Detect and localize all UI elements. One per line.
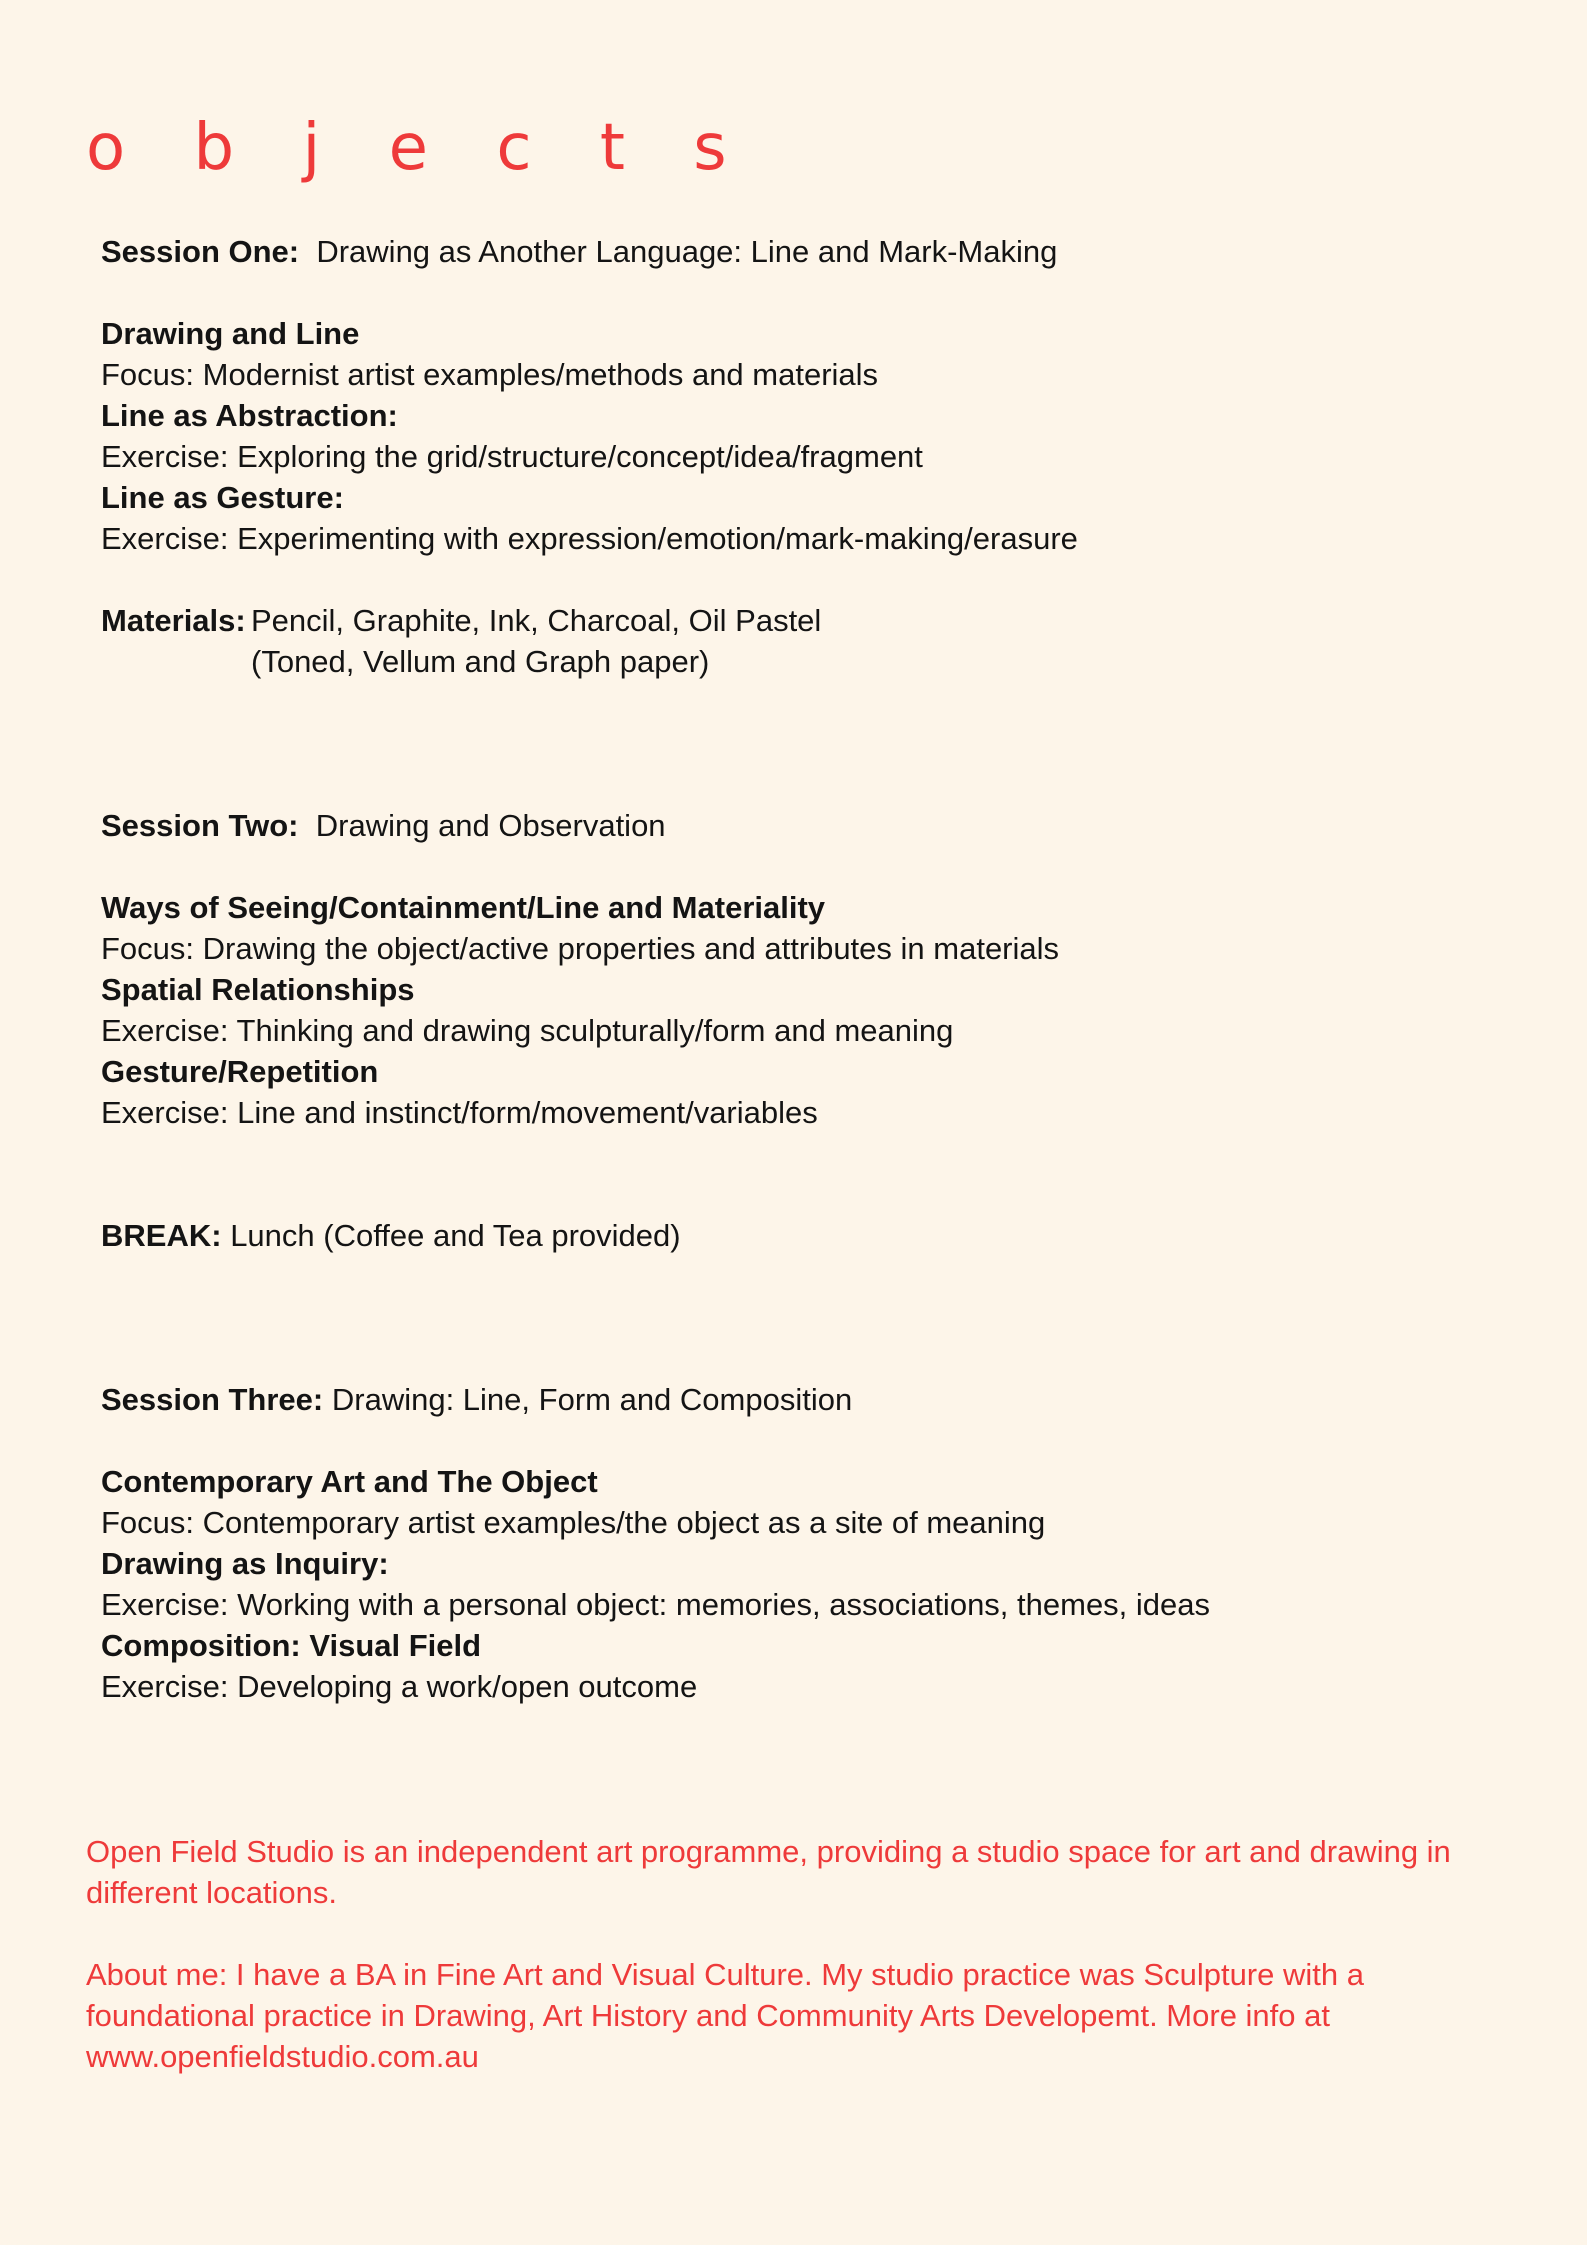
materials-list: Pencil, Graphite, Ink, Charcoal, Oil Pastel xyxy=(251,603,822,638)
about-me: About me: I have a BA in Fine Art and Visual Culture. My studio practice was Sculpture with a foundational practice in Drawing, Art History and Community Arts Developemt. More info at www.openfieldstudio.com.au xyxy=(86,1957,1364,2074)
session-one-detail-2: Exercise: Exploring the grid/structure/concept/idea/fragment xyxy=(101,439,923,474)
schedule xyxy=(101,231,1521,1707)
session-three-label: Session Three: xyxy=(101,1382,324,1417)
session-three-topic-1: Contemporary Art and The Object xyxy=(101,1464,598,1499)
session-three-topic-2: Drawing as Inquiry: xyxy=(101,1546,389,1581)
materials-paper: (Toned, Vellum and Graph paper) xyxy=(251,644,710,679)
session-two-detail-2: Exercise: Thinking and drawing sculpturally/form and meaning xyxy=(101,1013,954,1048)
session-two-detail-1: Focus: Drawing the object/active properties and attributes in materials xyxy=(101,931,1060,966)
break-text: Lunch (Coffee and Tea provided) xyxy=(230,1218,681,1253)
session-two-topic-3: Gesture/Repetition xyxy=(101,1054,379,1089)
session-three-title: Drawing: Line, Form and Composition xyxy=(331,1382,853,1417)
materials-label: Materials: xyxy=(101,603,246,638)
session-two-topic-2: Spatial Relationships xyxy=(101,972,415,1007)
break-label: BREAK: xyxy=(101,1218,222,1253)
session-three-detail-2: Exercise: Working with a personal object: memories, associations, themes, ideas xyxy=(101,1587,1211,1622)
break-row xyxy=(101,1215,1521,1256)
session-one-topic-1: Drawing and Line xyxy=(101,316,360,351)
session-one-topic-3: Line as Gesture: xyxy=(101,480,344,515)
session-three-detail-3: Exercise: Developing a work/open outcome xyxy=(101,1669,698,1704)
session-one-topic-2: Line as Abstraction: xyxy=(101,398,398,433)
session-three-heading xyxy=(101,1379,1521,1420)
session-one-heading xyxy=(101,231,1521,272)
session-two-title: Drawing and Observation xyxy=(315,808,666,843)
session-three-detail-1: Focus: Contemporary artist examples/the object as a site of meaning xyxy=(101,1505,1046,1540)
session-one-label: Session One: xyxy=(101,234,300,269)
session-two-heading xyxy=(101,805,1521,846)
session-three-topic-3: Composition: Visual Field xyxy=(101,1628,482,1663)
session-two-detail-3: Exercise: Line and instinct/form/movement/variables xyxy=(101,1095,818,1130)
materials-row xyxy=(101,600,1521,641)
session-one-detail-3: Exercise: Experimenting with expression/emotion/mark-making/erasure xyxy=(101,521,1078,556)
session-one-title: Drawing as Another Language: Line and Mark-Making xyxy=(316,234,1058,269)
session-two-label: Session Two: xyxy=(101,808,299,843)
studio-description: Open Field Studio is an independent art programme, providing a studio space for art and drawing in different locations. xyxy=(86,1834,1451,1910)
page-title: o b j e c t s xyxy=(86,111,751,185)
session-two-topic-1: Ways of Seeing/Containment/Line and Materiality xyxy=(101,890,826,925)
session-one-detail-1: Focus: Modernist artist examples/methods and materials xyxy=(101,357,879,392)
footer xyxy=(86,1831,1526,2077)
